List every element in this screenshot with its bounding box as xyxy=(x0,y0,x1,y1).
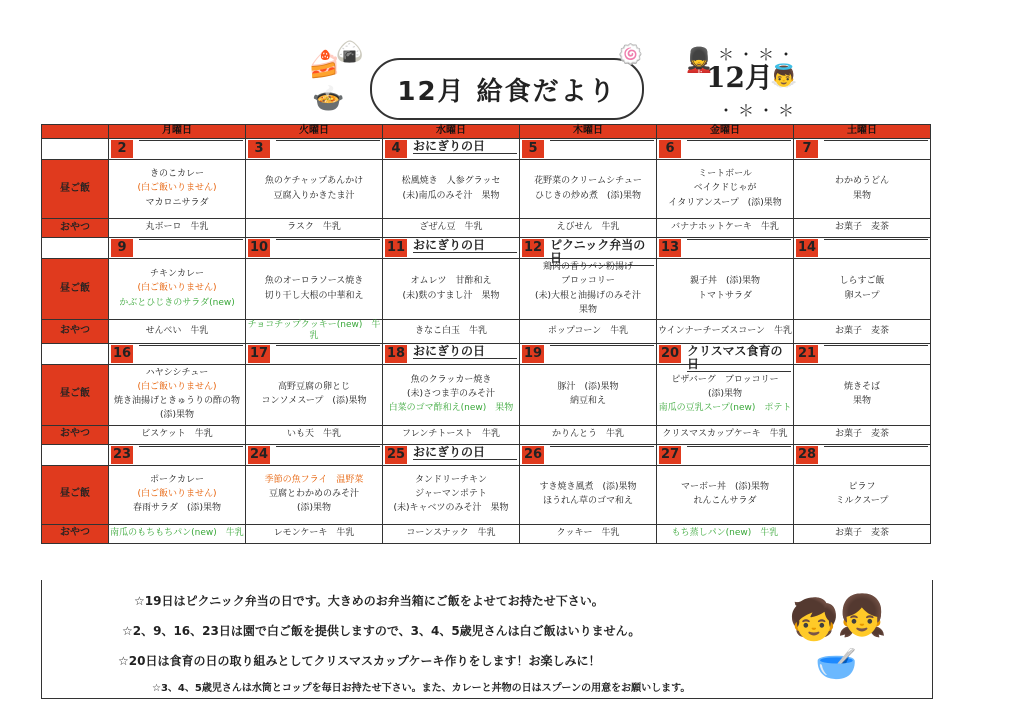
lunch-menu-item: ジャーマンポテト xyxy=(415,488,487,499)
lunch-menu-item: 果物 xyxy=(852,396,871,406)
lunch-menu-item: しらすご飯 xyxy=(839,276,885,287)
snack-label: おやつ xyxy=(42,320,109,344)
snack-label: おやつ xyxy=(42,524,109,543)
date-cell xyxy=(383,343,520,364)
snack-menu-cell: バナナホットケーキ 牛乳 xyxy=(657,219,794,238)
lunch-row xyxy=(42,259,931,320)
month-badge: 12月 xyxy=(706,61,773,94)
lunch-menu-item: ピラフ xyxy=(848,481,876,492)
day-event-note xyxy=(550,446,654,447)
lunch-menu-cell xyxy=(657,259,794,320)
lunch-menu-item: 松風焼き 人参グラッセ xyxy=(401,176,501,187)
day-event-note: おにぎりの日 xyxy=(413,239,517,253)
lunch-menu-item: 納豆和え xyxy=(569,396,606,406)
snack-menu-cell: ビスケット 牛乳 xyxy=(109,425,246,444)
date-number: 16 xyxy=(112,345,132,361)
lunch-menu-cell xyxy=(794,259,931,320)
date-row-label xyxy=(42,139,109,160)
lunch-menu-cell xyxy=(246,160,383,219)
day-event-note xyxy=(276,239,380,240)
date-number: 12 xyxy=(523,240,543,255)
child-icon: 🧒 xyxy=(789,597,839,643)
lunch-menu-cell xyxy=(109,160,246,219)
lunch-menu-item: 魚のオーロラソース焼き xyxy=(264,276,364,287)
lunch-menu-item: (白ご飯いりません) xyxy=(137,283,217,294)
lunch-menu-item: (白ご飯いりません) xyxy=(137,488,217,499)
lunch-menu-item: マーボー丼 (添)果物 xyxy=(680,481,770,492)
day-event-note xyxy=(139,140,243,141)
day-event-note: おにぎりの日 xyxy=(413,345,517,359)
snack-menu-cell: せんべい 牛乳 xyxy=(109,320,246,344)
date-cell xyxy=(794,238,931,259)
lunch-menu-cell xyxy=(109,259,246,320)
lunch-menu-cell xyxy=(520,160,657,219)
date-number: 6 xyxy=(659,140,681,158)
date-cell xyxy=(109,238,246,259)
lunch-menu-item: すき焼き風煮 (添)果物 xyxy=(539,481,637,492)
lunch-label: 昼ご飯 xyxy=(42,160,109,219)
date-cell xyxy=(520,238,657,265)
date-cell xyxy=(657,343,794,371)
lunch-menu-item: 季節の魚フライ 温野菜 xyxy=(264,474,364,485)
date-cell xyxy=(794,139,931,160)
child-with-hat-icon: 👧 xyxy=(837,593,887,639)
lunch-menu-cell xyxy=(520,259,657,320)
lunch-menu-item: 高野豆腐の卵とじ xyxy=(277,381,350,392)
lunch-row xyxy=(42,465,931,524)
date-cell xyxy=(657,444,794,465)
day-event-note xyxy=(824,140,928,141)
lunch-menu-item: 豆腐入りかきたま汁 xyxy=(273,190,355,201)
date-cell xyxy=(520,139,657,160)
date-number: 17 xyxy=(249,345,269,361)
lunch-menu-item: ブロッコリー xyxy=(561,276,615,287)
stars-bottom: ・＊・＊ xyxy=(718,101,799,120)
day-event-note xyxy=(276,140,380,141)
corner-cell xyxy=(42,125,109,139)
date-number: 7 xyxy=(796,140,818,158)
lunch-menu-cell xyxy=(794,160,931,219)
lunch-menu-item: れんこんサラダ xyxy=(693,496,757,506)
lunch-menu-cell xyxy=(246,364,383,425)
stars-top: ＊・＊・ xyxy=(718,45,799,64)
lunch-menu-cell xyxy=(109,465,246,524)
lunch-menu-item: 親子丼 (添)果物 xyxy=(689,276,761,287)
day-event-note: クリスマス食育の日 xyxy=(687,345,791,372)
snack-row xyxy=(42,320,931,344)
snack-menu-cell: コーンスナック 牛乳 xyxy=(383,524,520,543)
day-event-note xyxy=(276,446,380,447)
note-4: ☆3、4、5歳児さんは水筒とコップを毎日お持たせ下さい。また、カレーと丼物の日はスプーンの用意をお願いします。 xyxy=(152,683,691,694)
lunch-menu-item: わかめうどん xyxy=(834,176,889,187)
day-event-note xyxy=(824,446,928,447)
lunch-menu-cell xyxy=(383,465,520,524)
date-number: 18 xyxy=(386,345,406,361)
weekday-header-row xyxy=(42,125,931,139)
lunch-menu-item: 南瓜の豆乳スープ(new) ポテト xyxy=(658,403,792,414)
lunch-menu-item: ミートボール xyxy=(698,169,752,180)
lunch-menu-item: 魚のケチャップあんかけ xyxy=(264,176,364,187)
snack-menu-cell: いも天 牛乳 xyxy=(246,425,383,444)
date-row-label xyxy=(42,238,109,259)
lunch-menu-cell xyxy=(383,160,520,219)
lunch-menu-item: 白菜のゴマ酢和え(new) 果物 xyxy=(388,403,514,414)
lunch-menu-item: 焼き油揚げときゅうりの酢の物 xyxy=(113,396,240,406)
date-cell xyxy=(246,238,383,259)
date-row xyxy=(42,139,931,160)
date-number: 27 xyxy=(660,446,680,462)
lunch-menu-item: (白ご飯いりません) xyxy=(137,183,217,194)
onigiri-icon: 🍙 xyxy=(336,40,364,65)
date-cell xyxy=(383,444,520,465)
date-cell xyxy=(520,343,657,364)
date-number: 9 xyxy=(111,239,133,257)
weekday-mon: 月曜日 xyxy=(109,125,246,139)
date-number: 4 xyxy=(385,140,407,158)
date-cell xyxy=(383,238,520,259)
lunch-menu-item: オムレツ 甘酢和え xyxy=(410,276,492,287)
december-badge xyxy=(684,42,799,120)
lunch-menu-item: (未)麩のすまし汁 果物 xyxy=(402,290,500,301)
date-cell xyxy=(794,343,931,364)
date-row-label xyxy=(42,444,109,465)
lunch-menu-item: (未)大根と油揚げのみそ汁 xyxy=(534,290,642,301)
lunch-row xyxy=(42,364,931,425)
lunch-menu-item: きのこカレー xyxy=(149,169,204,180)
bowl-icon: 🍲 xyxy=(312,84,345,114)
lunch-menu-cell xyxy=(657,364,794,425)
lunch-menu-item: ベイクドじゃが xyxy=(693,183,757,194)
lunch-label: 昼ご飯 xyxy=(42,259,109,320)
date-cell xyxy=(246,444,383,465)
lunch-menu-item: トマトサラダ xyxy=(698,290,752,301)
day-event-note xyxy=(687,140,791,141)
day-event-note xyxy=(824,239,928,240)
lunch-menu-cell xyxy=(383,364,520,425)
date-number: 26 xyxy=(523,446,543,462)
lunch-menu-item: イタリアンスープ (添)果物 xyxy=(668,197,782,208)
lunch-menu-item: 魚のクラッカー焼き xyxy=(410,374,492,385)
weekday-tue: 火曜日 xyxy=(246,125,383,139)
cake-slice-icon: 🍰 xyxy=(308,50,341,80)
lunch-menu-cell xyxy=(520,364,657,425)
date-number: 24 xyxy=(249,446,269,462)
kids-cooking-illustration xyxy=(775,592,915,692)
weekday-wed: 水曜日 xyxy=(383,125,520,139)
lunch-menu-item: タンドリーチキン xyxy=(415,474,487,485)
snack-menu-cell: きなこ白玉 牛乳 xyxy=(383,320,520,344)
date-number: 23 xyxy=(112,446,132,462)
lunch-menu-cell xyxy=(520,465,657,524)
header xyxy=(300,40,660,120)
day-event-note xyxy=(139,446,243,447)
lunch-menu-item: 鶏肉の香りパン粉揚げ xyxy=(542,262,633,272)
weekday-thu: 木曜日 xyxy=(520,125,657,139)
lunch-menu-cell xyxy=(657,465,794,524)
snack-label: おやつ xyxy=(42,219,109,238)
snack-label: おやつ xyxy=(42,425,109,444)
date-cell xyxy=(246,139,383,160)
lunch-menu-item: ほうれん草のゴマ和え xyxy=(542,496,633,506)
lunch-menu-cell xyxy=(246,465,383,524)
lunch-menu-item: ミルクスープ xyxy=(835,496,889,506)
date-number: 20 xyxy=(660,345,680,361)
day-event-note xyxy=(687,239,791,240)
lunch-menu-item: コンソメスープ (添)果物 xyxy=(261,396,367,406)
snack-menu-cell: えびせん 牛乳 xyxy=(520,219,657,238)
angel-icon: 👼 xyxy=(770,64,798,89)
lunch-menu-item: マカロニサラダ xyxy=(145,197,209,208)
lunch-row xyxy=(42,160,931,219)
day-event-note xyxy=(550,345,654,346)
date-number: 25 xyxy=(386,446,406,462)
day-event-note xyxy=(139,239,243,240)
lunch-menu-cell xyxy=(657,160,794,219)
date-number: 11 xyxy=(386,240,406,255)
snack-menu-cell: レモンケーキ 牛乳 xyxy=(246,524,383,543)
day-event-note xyxy=(687,446,791,447)
lunch-menu-item: 果物 xyxy=(852,190,871,201)
lunch-label: 昼ご飯 xyxy=(42,364,109,425)
day-event-note: おにぎりの日 xyxy=(413,446,517,460)
snack-menu-cell: ラスク 牛乳 xyxy=(246,219,383,238)
snack-menu-cell: お菓子 麦茶 xyxy=(794,524,931,543)
snack-menu-cell: クリスマスカップケーキ 牛乳 xyxy=(657,425,794,444)
date-cell xyxy=(109,139,246,160)
note-3: ☆20日は食育の日の取り組みとしてクリスマスカップケーキ作りをします！お楽しみに！ xyxy=(118,654,601,668)
snack-menu-cell: お菓子 麦茶 xyxy=(794,320,931,344)
lunch-menu-item: (未)南瓜のみそ汁 果物 xyxy=(402,190,500,201)
date-row-label xyxy=(42,343,109,364)
lunch-menu-item: 豆腐とわかめのみそ汁 xyxy=(268,488,359,499)
snack-menu-cell: お菓子 麦茶 xyxy=(794,219,931,238)
lunch-menu-item: (添)果物 xyxy=(707,388,743,399)
day-event-note: ピクニック弁当の日 xyxy=(550,239,654,266)
lunch-menu-item: ハヤシシチュー xyxy=(145,367,209,378)
rice-roll-icon: 🍥 xyxy=(618,42,643,66)
snack-menu-cell: お菓子 麦茶 xyxy=(794,425,931,444)
lunch-menu-cell xyxy=(794,364,931,425)
day-event-note xyxy=(139,345,243,346)
lunch-menu-item: (白ご飯いりません) xyxy=(137,381,217,392)
date-number: 10 xyxy=(249,240,269,255)
date-number: 28 xyxy=(797,446,817,462)
snack-menu-cell: ざぜん豆 牛乳 xyxy=(383,219,520,238)
date-cell xyxy=(657,139,794,160)
snack-menu-cell: フレンチトースト 牛乳 xyxy=(383,425,520,444)
lunch-menu-item: 果物 xyxy=(578,304,597,315)
snack-row xyxy=(42,524,931,543)
lunch-menu-item: ポークカレー xyxy=(149,474,204,485)
day-event-note xyxy=(550,140,654,141)
note-1: ☆19日はピクニック弁当の日です。大きめのお弁当箱にご飯をよせてお持たせ下さい。 xyxy=(134,594,604,608)
lunch-menu-item: (添)果物 xyxy=(296,503,332,514)
lunch-menu-item: 切り干し大根の中華和え xyxy=(264,290,364,301)
date-cell xyxy=(109,444,246,465)
lunch-menu-item: (未)さつま芋のみそ汁 xyxy=(406,388,496,399)
mixing-bowl-icon: 🥣 xyxy=(815,644,858,684)
menu-calendar xyxy=(41,124,931,544)
snack-menu-cell: もち蒸しパン(new) 牛乳 xyxy=(657,524,794,543)
date-cell xyxy=(383,139,520,160)
snack-row xyxy=(42,425,931,444)
weekday-sat: 土曜日 xyxy=(794,125,931,139)
snack-menu-cell: 丸ボーロ 牛乳 xyxy=(109,219,246,238)
day-event-note: おにぎりの日 xyxy=(413,140,517,154)
date-cell xyxy=(109,343,246,364)
date-number: 13 xyxy=(660,240,680,255)
lunch-menu-item: チキンカレー xyxy=(150,269,204,280)
lunch-menu-item: ひじきの炒め煮 (添)果物 xyxy=(534,190,642,201)
lunch-menu-cell xyxy=(794,465,931,524)
date-number: 3 xyxy=(248,140,270,158)
lunch-menu-item: (添)果物 xyxy=(159,410,195,421)
snack-row xyxy=(42,219,931,238)
date-number: 21 xyxy=(797,345,817,361)
snack-menu-cell: クッキー 牛乳 xyxy=(520,524,657,543)
snack-menu-cell: ポップコーン 牛乳 xyxy=(520,320,657,344)
lunch-menu-item: かぶとひじきのサラダ(new) xyxy=(119,297,235,308)
lunch-menu-item: 卵スープ xyxy=(844,290,880,301)
nutcracker-icon: 💂 xyxy=(684,46,714,74)
date-number: 5 xyxy=(522,140,544,158)
date-row xyxy=(42,444,931,465)
note-2: ☆2、9、16、23日は園で白ご飯を提供しますので、3、4、5歳児さんは白ご飯はいりません。 xyxy=(122,624,641,638)
snack-menu-cell: チョコチップクッキー(new) 牛乳 xyxy=(246,320,383,344)
date-row xyxy=(42,238,931,259)
lunch-menu-cell xyxy=(383,259,520,320)
lunch-menu-item: 春雨サラダ (添)果物 xyxy=(133,503,221,514)
day-event-note xyxy=(276,345,380,346)
date-number: 19 xyxy=(523,345,543,361)
lunch-label: 昼ご飯 xyxy=(42,465,109,524)
snack-menu-cell: 南瓜のもちもちパン(new) 牛乳 xyxy=(109,524,246,543)
date-cell xyxy=(657,238,794,259)
date-number: 14 xyxy=(797,240,817,255)
lunch-menu-item: 豚汁 (添)果物 xyxy=(557,381,619,392)
date-cell xyxy=(794,444,931,465)
date-row xyxy=(42,343,931,364)
date-number: 2 xyxy=(111,140,133,158)
lunch-menu-item: 焼きそば xyxy=(843,381,880,392)
lunch-menu-cell xyxy=(246,259,383,320)
lunch-menu-item: ピザバーグ ブロッコリー xyxy=(671,374,779,385)
date-cell xyxy=(246,343,383,364)
snack-menu-cell: ウインナーチーズスコーン 牛乳 xyxy=(657,320,794,344)
lunch-menu-item: 花野菜のクリームシチュー xyxy=(534,176,642,187)
lunch-menu-item: (未)キャベツのみそ汁 果物 xyxy=(393,503,509,514)
date-cell xyxy=(520,444,657,465)
lunch-menu-cell xyxy=(109,364,246,425)
weekday-fri: 金曜日 xyxy=(657,125,794,139)
day-event-note xyxy=(824,345,928,346)
page-title: 12月 給食だより xyxy=(370,58,644,120)
snack-menu-cell: かりんとう 牛乳 xyxy=(520,425,657,444)
